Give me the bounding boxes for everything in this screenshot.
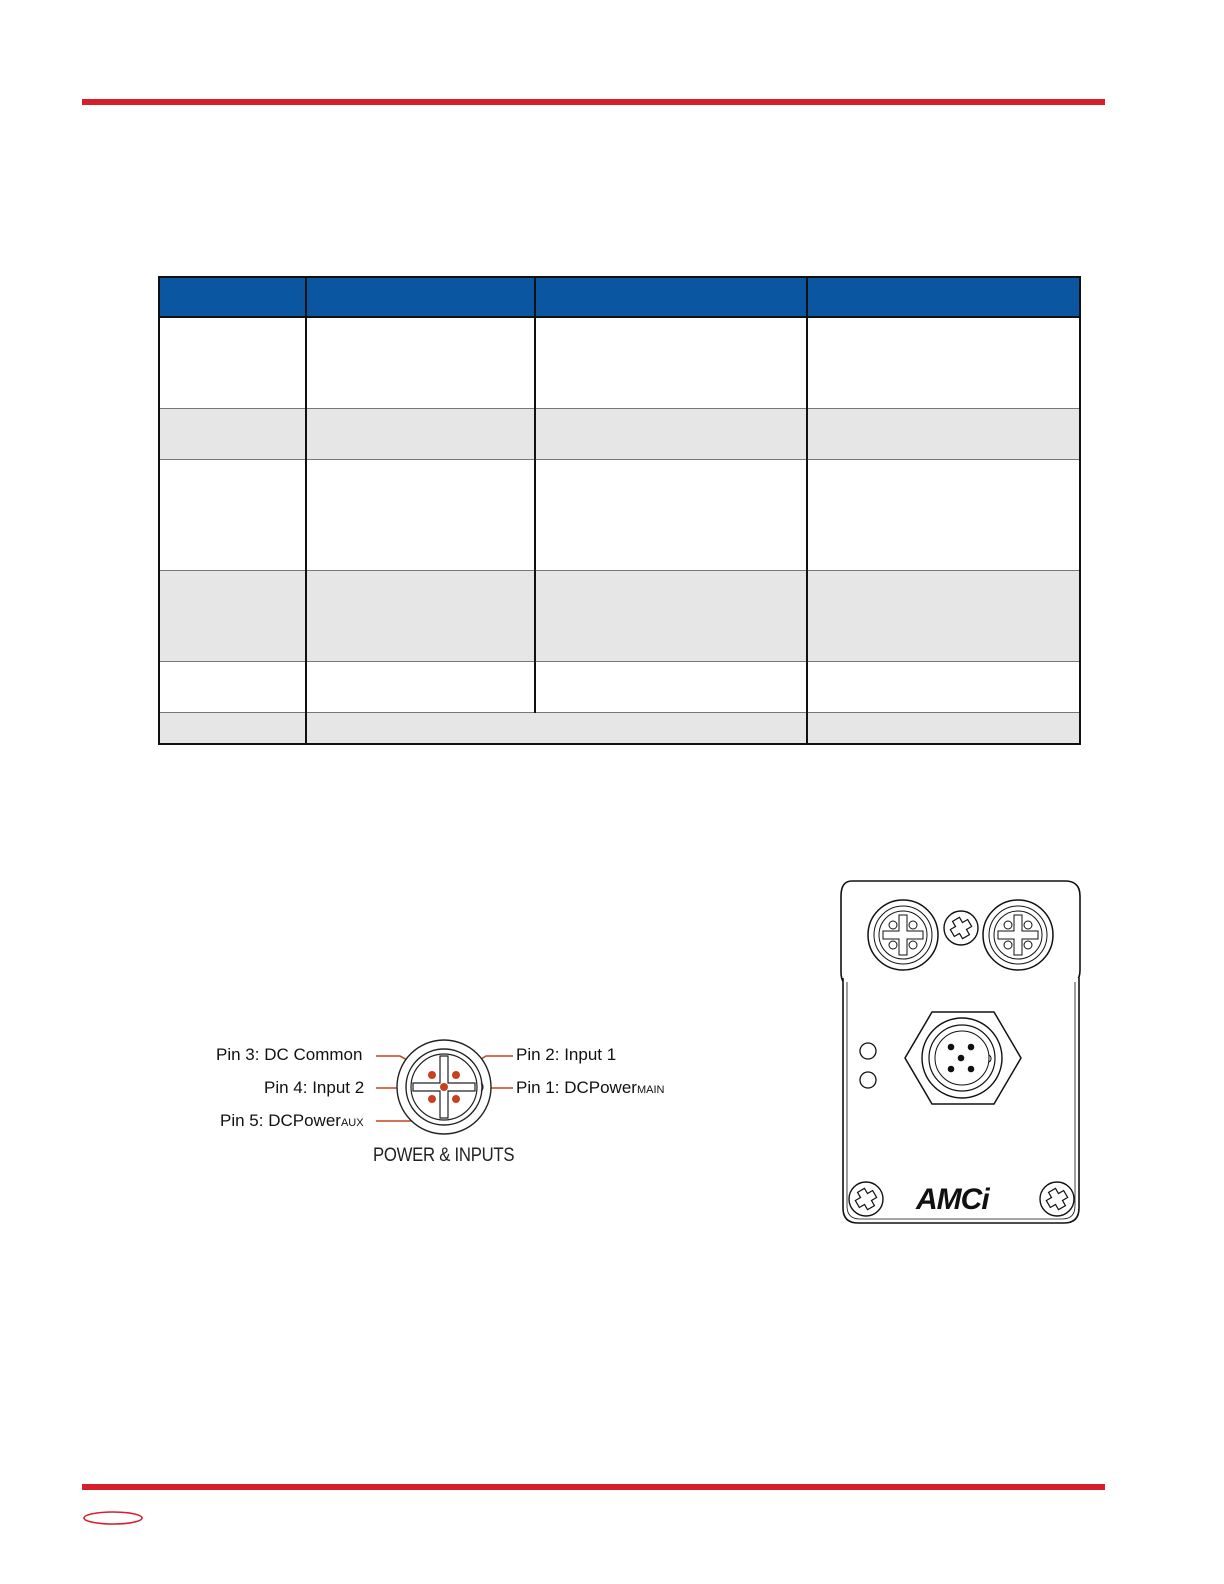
connector-caption: POWER & INPUTS xyxy=(373,1145,515,1166)
table-row xyxy=(159,409,1080,460)
table-cell xyxy=(159,662,306,713)
brand-logo: AMCi xyxy=(916,1183,989,1216)
table-cell xyxy=(159,317,306,409)
table-cell xyxy=(159,713,306,745)
table-cell xyxy=(807,317,1080,409)
table-cell-merged xyxy=(306,713,807,745)
pin1-label: Pin 1: DCPowerMAIN xyxy=(516,1078,665,1097)
table-row xyxy=(159,317,1080,409)
device-drawing xyxy=(838,878,1084,1228)
table-header-cell xyxy=(535,277,807,317)
connector-graphic xyxy=(200,1025,700,1145)
table-cell xyxy=(159,571,306,662)
table-header-cell xyxy=(306,277,535,317)
table-cell xyxy=(535,409,807,460)
pin3-label: Pin 3: DC Common xyxy=(216,1045,363,1064)
table-cell xyxy=(535,662,807,713)
table-header-cell xyxy=(159,277,306,317)
table-cell xyxy=(807,409,1080,460)
table-cell xyxy=(306,460,535,571)
header-rule xyxy=(82,99,1105,105)
table-row xyxy=(159,662,1080,713)
table-cell xyxy=(807,713,1080,745)
network-port-right xyxy=(983,900,1053,970)
network-port-left xyxy=(868,900,938,970)
device-illustration xyxy=(838,878,1084,1228)
table-cell xyxy=(306,571,535,662)
table-cell xyxy=(535,571,807,662)
screw-bottom-left xyxy=(849,1182,883,1216)
table-cell xyxy=(535,317,807,409)
spec-table xyxy=(158,276,1081,745)
pin2-label: Pin 2: Input 1 xyxy=(516,1045,617,1064)
table-cell xyxy=(807,662,1080,713)
pin4-label: Pin 4: Input 2 xyxy=(264,1078,365,1097)
footer-rule xyxy=(82,1484,1105,1490)
table-cell xyxy=(807,460,1080,571)
table-cell xyxy=(807,571,1080,662)
table-cell xyxy=(159,409,306,460)
table-row xyxy=(159,571,1080,662)
screw-top xyxy=(944,911,978,945)
table-row xyxy=(159,713,1080,745)
table-cell xyxy=(159,460,306,571)
screw-bottom-right xyxy=(1040,1182,1074,1216)
pinout-diagram xyxy=(200,1025,700,1185)
table-header-cell xyxy=(807,277,1080,317)
pin5-label: Pin 5: DCPowerAUX xyxy=(220,1111,364,1130)
table-cell xyxy=(306,409,535,460)
table-cell xyxy=(306,662,535,713)
table-row xyxy=(159,460,1080,571)
table-cell xyxy=(306,317,535,409)
table-header-row xyxy=(159,277,1080,317)
table-cell xyxy=(535,460,807,571)
footer-logo-mark xyxy=(82,1510,144,1526)
